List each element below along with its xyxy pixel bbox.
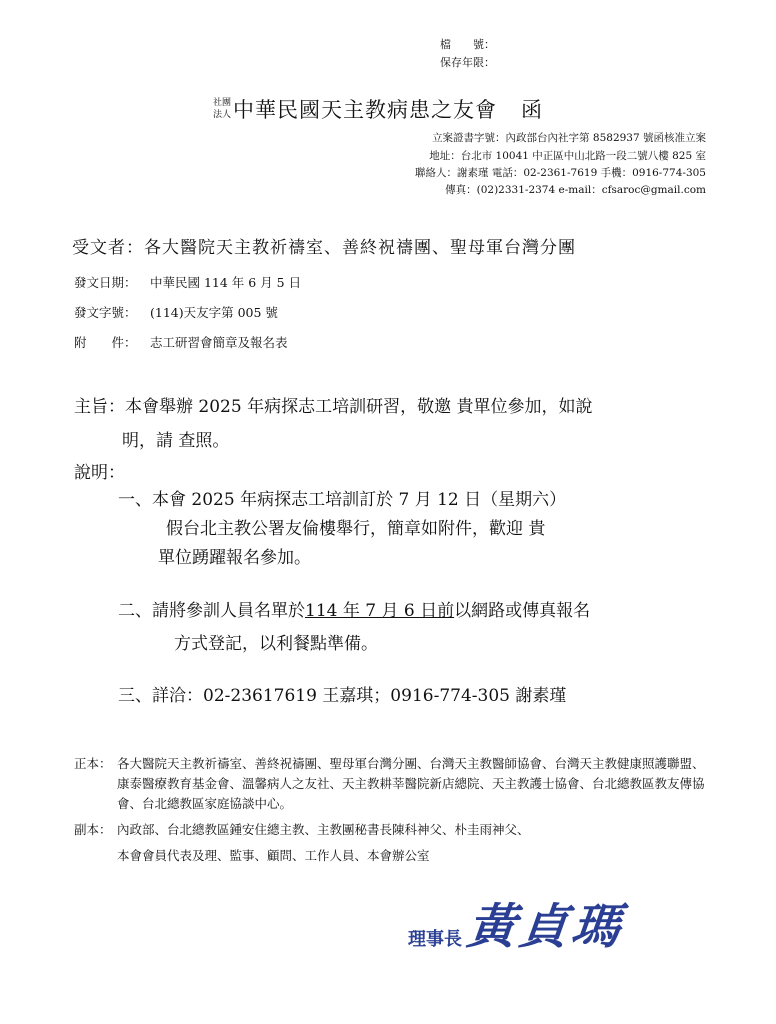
issue-date-value: 中華民國 114 年 6 月 5 日 xyxy=(150,275,302,290)
document-number-row xyxy=(74,303,278,321)
copy-recipients-line2: 本會會員代表及理、監事、顧問、工作人員、本會辦公室 xyxy=(117,848,430,863)
subject xyxy=(74,390,704,458)
subject-line2: 明，請 查照。 xyxy=(122,431,230,451)
main-recipients-label: 正本： xyxy=(74,756,112,771)
explanation-title: 說明： xyxy=(74,463,125,483)
item1-line2: 假台北主教公署友倫樓舉行，簡章如附件，歡迎 貴 xyxy=(166,519,546,539)
main-recipients-text: 各大醫院天主教祈禱室、善終祝禱團、聖母軍台灣分團、台灣天主教醫師協會、台灣天主教健康照護聯盟、康泰醫療教育基金會、溫馨病人之友社、天主教耕莘醫院新店總院、天主教護士協會、台北總教區教友傳協會、台北總教區家庭協談中心。 xyxy=(117,756,705,811)
retention-label: 保存年限： xyxy=(440,56,495,69)
signature-title: 理事長 xyxy=(408,929,462,950)
explanation-item-2 xyxy=(118,597,698,659)
item1-line3: 單位踴躍報名參加。 xyxy=(158,548,311,568)
chairman-signature xyxy=(408,888,627,957)
issue-date-row xyxy=(74,273,301,291)
distribution-copy xyxy=(74,820,714,866)
item1-line1: 一、本會 2025 年病探志工培訓訂於 7 月 12 日（星期六） xyxy=(118,490,567,510)
subject-line1: 主旨：本會舉辦 2025 年病探志工培訓研習，敬邀 貴單位參加，如說 xyxy=(74,397,593,417)
file-number-label: 檔 號： xyxy=(440,38,495,51)
explanation-item-3: 三、詳洽：02-23617619 王嘉琪；0916-774-305 謝素瑾 xyxy=(118,686,567,706)
copy-recipients-label: 副本： xyxy=(74,822,112,837)
attachment-row xyxy=(74,333,288,351)
document-kind: 函 xyxy=(521,98,543,122)
org-address: 地址：台北市 10041 中正區中山北路一段二號八樓 825 室 xyxy=(429,150,706,162)
recipient: 受文者：各大醫院天主教祈禱室、善終祝禱團、聖母軍台灣分團 xyxy=(72,238,576,258)
item2-post: 以網路或傳真報名 xyxy=(454,601,591,621)
explanation-item-1 xyxy=(118,486,698,573)
organization-name: 中華民國天主教病患之友會 xyxy=(233,98,498,122)
document-number-label: 發文字號： xyxy=(74,305,137,320)
org-contact: 聯絡人：謝素瑾 電話：02-2361-7619 手機：0916-774-305 xyxy=(415,167,706,179)
org-fax-email: 傳真：(02)2331-2374 e-mail：cfsaroc@gmail.com xyxy=(445,184,706,196)
item2-pre: 二、請將參訓人員名單於 xyxy=(118,601,305,621)
document-number-value: (114)天友字第 005 號 xyxy=(150,305,278,320)
attachment-value: 志工研習會簡章及報名表 xyxy=(150,335,288,350)
distribution-main xyxy=(74,754,714,814)
item2-line2: 方式登記，以利餐點準備。 xyxy=(174,634,378,654)
letterhead xyxy=(213,94,542,124)
issue-date-label: 發文日期： xyxy=(74,275,137,290)
signature-name: 黃貞瑪 xyxy=(464,899,627,955)
registration-number: 立案證書字號：內政部台內社字第 8582937 號函核准立案 xyxy=(432,132,706,144)
item2-deadline: 114 年 7 月 6 日前 xyxy=(305,601,455,621)
attachment-label: 附 件： xyxy=(74,335,137,350)
org-prefix-line2: 法人 xyxy=(213,110,232,120)
org-prefix-line1: 社團 xyxy=(213,98,232,108)
copy-recipients-line1: 內政部、台北總教區鍾安住總主教、主教團秘書長陳科神父、朴圭雨神父、 xyxy=(117,822,530,837)
org-type-prefix xyxy=(213,97,231,121)
